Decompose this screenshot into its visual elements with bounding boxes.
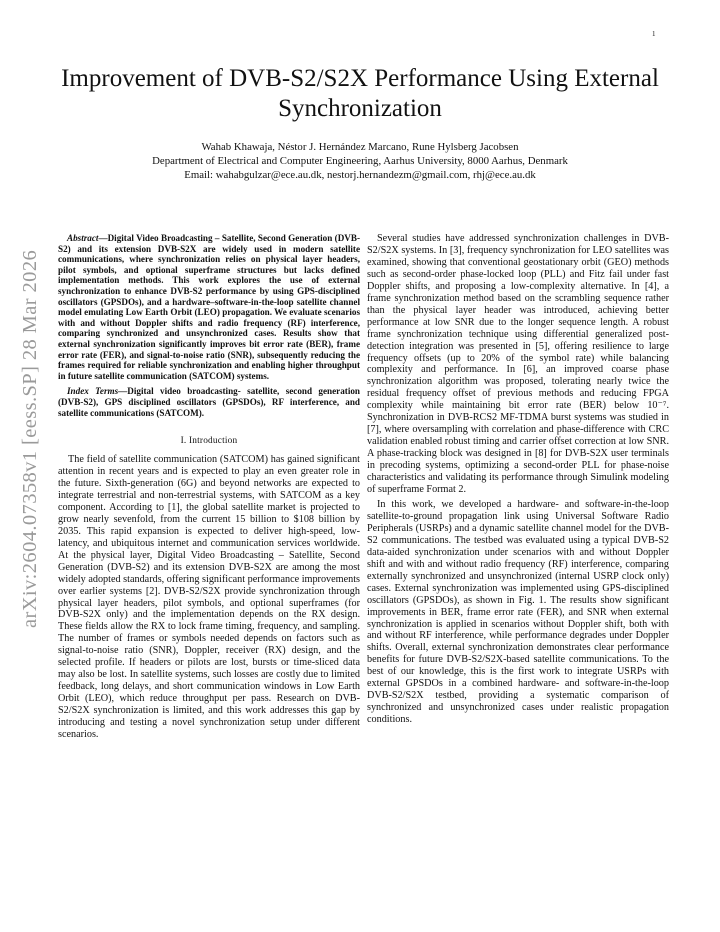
affiliation: Department of Electrical and Computer Engineering, Aarhus University, 8000 Aarhus, Denmark (152, 155, 568, 167)
intro-paragraph-1: The field of satellite communication (SATCOM) has gained significant attention in recent years and is expected to play an even greater role in the future. Sixth-generation (6G) and beyond networks are expected to integrate terrestrial and non-terrestrial systems, with SATCOM as a key component. According to [1], the global satellite market is projected to grow nearly sevenfold, from the current 15 billion to $108 billion by 2035. This rapid expansion is expected to deliver high-speed, low-latency, and ubiquitous internet and communication services worldwide. At the physical layer, Digital Video Broadcasting – Satellite, Second Generation (DVB-S2) and its extension DVB-S2X are among the most widely adopted standards, offering significant performance improvements over earlier systems [2]. DVB-S2/S2X provide synchronization through physical layer headers, pilot symbols, and optional superframes (for DVB-S2X only) and the implementation depends on the RX design. These fields allow the RX to lock frame timing, frequency, and sampling. The number of frames or symbols needed depends on factors such as signal-to-noise ratio (SNR), Doppler, receiver (RX) design, and the selected profile. If headers or pilots are lost, bursts or time-sliced data may also be lost. In satellite systems, such losses are costly due to limited feedback, long delays, and short communication windows in Low Earth Orbit (LEO), which reduce throughput per pass. Research on DVB-S2/S2X synchronization is limited, and this work addresses this gap by introducing and testing a novel synchronization setup under different scenarios. (58, 454, 360, 741)
intro-paragraph-3: In this work, we developed a hardware- and software-in-the-loop satellite-to-ground propagation link using Universal Software Radio Peripherals (USRPs) and a dynamic satellite channel model for the DVB-S2 communications. The testbed was evaluated using a typical DVB-S2 data-aided synchronization under scenarios with and without Doppler shift and with and without radio frequency (RF) interference, comparing externally synchronized and unsynchronized (internal USRP clock only) cases. External synchronization was implemented using GPS-disciplined oscillators (GPSDOs), as shown in Fig. 1. The results show significant improvements in BER, frame error rate (FER), and SNR when external synchronization is applied in scenarios without Doppler shift, both with and without RF interference, while performance degrades under Doppler shifts. Overall, external synchronization demonstrates clear performance benefits for future DVB-S2/S2X-based satellite communications. To the best of our knowledge, this is the first work to integrate USRPs with external GPSDOs in a combined hardware- and software-in-the-loop DVB-S2/S2X testbed, providing a systematic comparison of synchronized and unsynchronized cases under realistic propagation conditions. (367, 498, 669, 726)
section-heading-introduction: I. Introduction (180, 436, 238, 447)
index-terms (58, 386, 360, 418)
paper-title: Improvement of DVB-S2/S2X Performance Using External Synchronization (61, 65, 659, 122)
page-number: 1 (652, 30, 656, 38)
abstract-label: Abstract (67, 233, 99, 243)
intro-paragraph-2: Several studies have addressed synchronization challenges in DVB-S2/S2X systems. In [3], frequency synchronization for LEO satellites was examined, showing that conventional geostationary orbit (GEO) methods such as second-order phase-locked loop (PLL) and Fitz fail under fast Doppler shifts, and proposing a low-complexity alternative. In [4], a frame synchronization method based on the scrambling sequence rather than the physical layer header was introduced, achieving better performance at low SNR due to the longer sequence length. A robust frame synchronization technique using differential generalized post-detection integration was presented in [5], offering resilience to large frequency offsets (up to 20% of the symbol rate) while balancing complexity and performance. In [6], an improved coarse phase synchronization algorithm was proposed, tolerating nearly twice the residual frequency offset of previous methods and reducing FPGA complexity while maintaining bit error rate (BER) below 10⁻⁷. Synchronization in DVB-RCS2 MF-TDMA burst systems was studied in [7], where oversampling with correlation and phase-difference with CRC validation enabled robust timing and carrier offset correction at low SNR. A phase-tracking block was designed in [8] for DVB-S2X user terminals in precoding systems, optimizing a second-order PLL for phase-noise characteristics and validating its performance through Simulink modeling of superframe Format 2. (367, 233, 669, 496)
abstract (58, 233, 360, 381)
author-block (40, 140, 680, 182)
abstract-text: —Digital Video Broadcasting – Satellite, Second Generation (DVB-S2) and its extension DVB-S2X are widely used in modern satellite communications, where synchronization relies on physical layer headers, pilot symbols, and optional superframe structures but lacks defined implementation methods. This work explores the use of external synchronization to enhance DVB-S2 performance by using GPS-disciplined oscillators (GPSDOs), and a hardware–software-in-the-loop satellite channel model emulating Low Earth Orbit (LEO) propagation. We evaluate scenarios with and without Doppler shifts and radio frequency (RF) interference, comparing synchronized and unsynchronized cases. Results show that external synchronization significantly improves bit error rate (BER), frame error rate (FER), and signal-to-noise ratio (SNR), subsequently reducing the frames required for reliable synchronization and enabling higher throughput in future satellite communication (SATCOM) systems. (58, 233, 360, 381)
right-column (367, 233, 669, 726)
left-column (58, 233, 360, 741)
author-names: Wahab Khawaja, Néstor J. Hernández Marcano, Rune Hylsberg Jacobsen (201, 141, 519, 153)
index-terms-text: —Digital video broadcasting- satellite, second generation (DVB-S2), GPS disciplined oscillators (GPSDOs), RF interference, and satellite communications (SATCOM). (58, 386, 360, 418)
index-terms-label: Index Terms (67, 386, 119, 397)
arxiv-stamp: arXiv:2604.07358v1 [eess.SP] 28 Mar 2026 (19, 249, 41, 628)
email-line: Email: wahabgulzar@ece.au.dk, nestorj.hernandezm@gmail.com, rhj@ece.au.dk (184, 169, 536, 181)
